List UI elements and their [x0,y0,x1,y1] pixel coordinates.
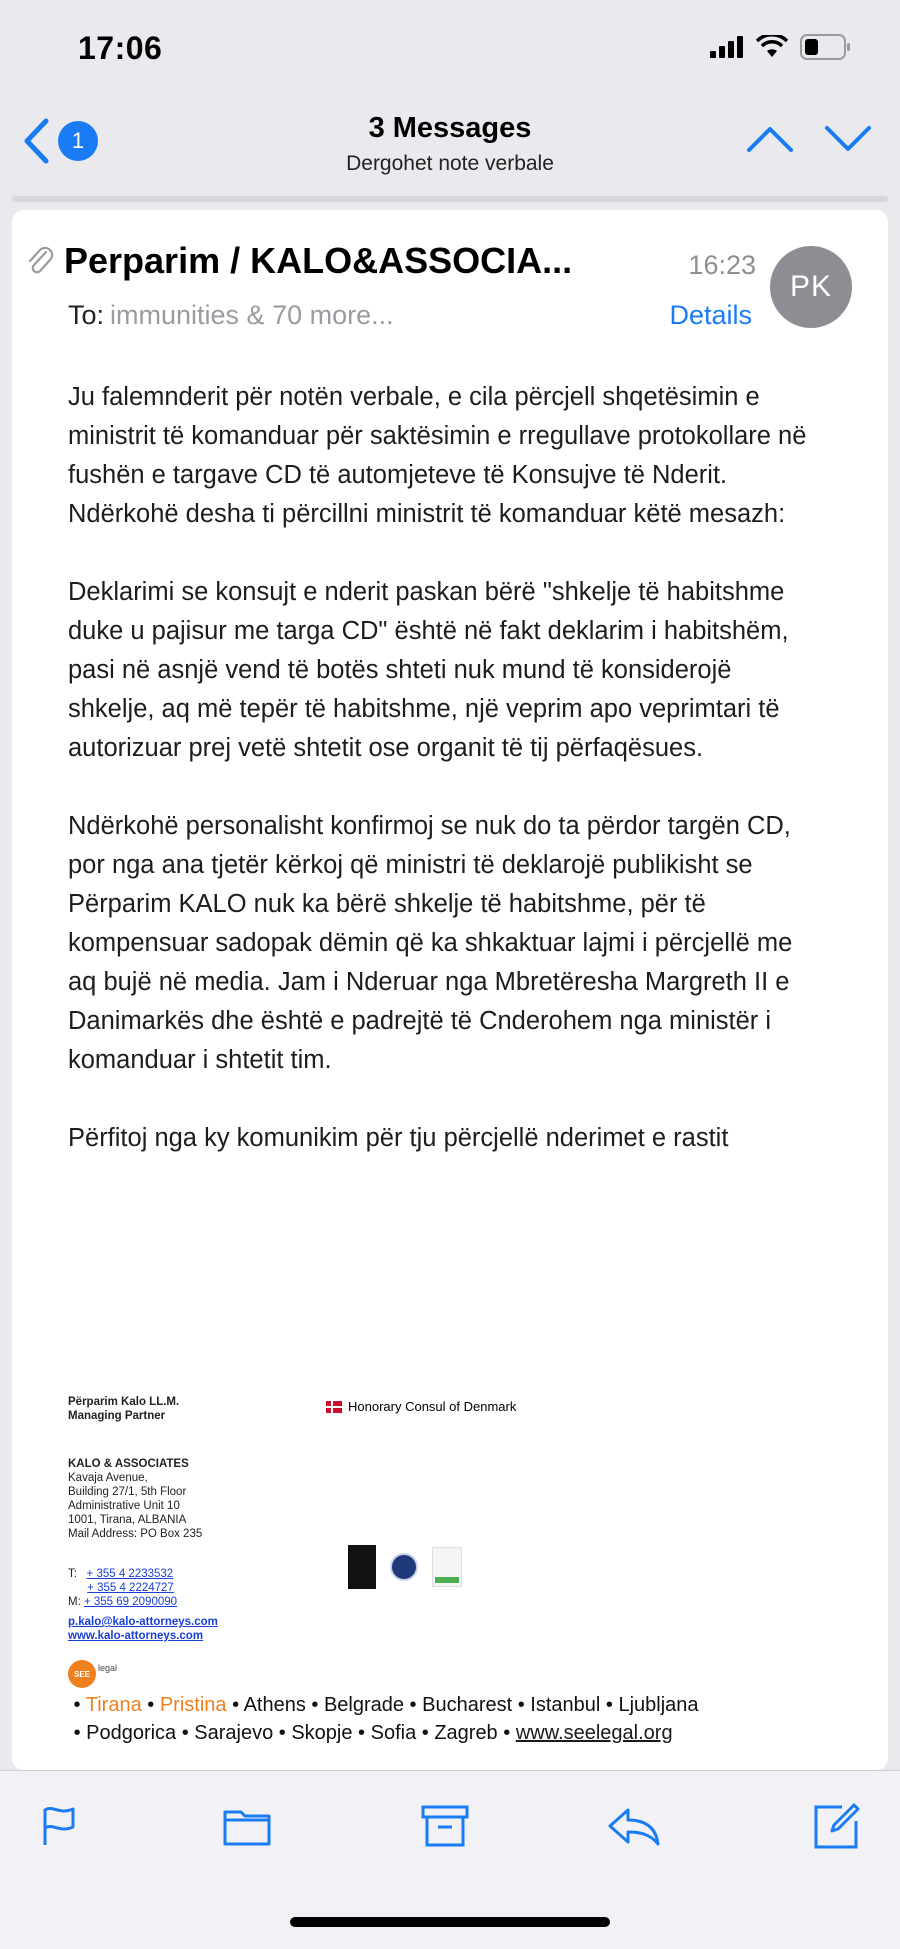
next-message-button[interactable] [824,124,872,159]
sender-name[interactable]: Perparim / KALO&ASSOCIA... [64,240,573,281]
sender-row [26,240,572,282]
office-list: • Tirana • Pristina • Athens • Belgrade • Bucharest • Istanbul • Ljubljana • Podgorica • Sarajevo • Skopje • Sofia • Zagreb • www.seelegal.org [68,1694,699,1744]
legal500-logo [348,1545,376,1589]
body-paragraph: Ndërkohë personalisht konfirmoj se nuk do ta përdor targën CD, por nga ana tjetër kërkoj që ministri të deklarojë publikisht se Përparim KALO nuk ka bërë shkelje të habitshme, për të kompensuar sadopak dëmin që ka shkaktuar lajmi i përcjellë me aq bujë në media. Jam i Nderuar nga Mbretëresha Margreth II e Danimarkës dhe është e padrejtë të Cnderohem nga ministër i komanduar i shtetit tim. [68,812,793,1074]
details-link[interactable]: Details [669,300,752,330]
consul-line [326,1399,516,1414]
award-badge-logo [390,1553,418,1581]
phone-label: M: [68,1596,81,1608]
status-time: 17:06 [78,30,163,66]
to-label: To: [68,300,105,330]
recipients-row [68,300,394,331]
chevron-down-icon [824,124,872,154]
iflr-logo [432,1547,462,1587]
body-paragraph: Deklarimi se konsujt e nderit paskan bërë "shkelje të habitshme duke u pajisur me targa CD" është në fakt deklarim i habitshëm, pasi në asnjë vend të botës shteti nuk mund të konsiderojë shkelje, aq më tepër të habitshme, një veprim apo veprimtari të autorizuar prej vetë shtetit ose organit të tij përfaqësues. [68,578,789,762]
move-to-folder-button[interactable] [220,1799,274,1853]
compose-icon [812,1801,862,1851]
body-paragraph: Përfitoj nga ky komunikim për tju përcjellë nderimet e rastit [68,1124,729,1152]
phone-link[interactable]: + 355 4 2233532 [86,1568,174,1580]
consul-title: Honorary Consul of Denmark [348,1399,517,1414]
contact-links [68,1615,218,1643]
phone-label: T: [68,1568,77,1580]
reply-button[interactable] [606,1799,660,1853]
unread-badge: 1 [58,121,98,161]
seelegal-logo: SEE [68,1660,96,1688]
archive-icon [421,1805,469,1847]
flag-button[interactable] [32,1799,86,1853]
signature-name: Përparim Kalo LL.M. [68,1396,180,1408]
wifi-icon [756,35,788,59]
message-time: 16:23 [688,250,756,280]
address-line: Administrative Unit 10 [68,1500,180,1512]
signature-role: Managing Partner [68,1410,166,1422]
recipients-summary[interactable]: immunities & 70 more... [110,300,394,330]
email-signature [68,1395,848,1755]
attachment-icon [26,244,54,278]
battery-icon [800,34,852,60]
avatar[interactable]: PK [770,246,852,328]
previous-message-edge [12,196,888,202]
seelegal-link[interactable]: www.seelegal.org [515,1722,673,1744]
previous-message-button[interactable] [746,124,794,159]
body-paragraph: Ju falemnderit për notën verbale, e cila përcjell shqetësimin e ministrit të komanduar për saktësimin e rregullave protokollare në fushën e targave CD të automjeteve të Konsujve të Nderit. Ndërkohë desha ti përcillni ministrit të komanduar këtë mesazh: [68,383,807,528]
home-indicator [290,1917,610,1927]
message-body [68,378,808,1197]
award-logos [348,1545,462,1589]
office-pristina: Pristina [159,1694,227,1716]
denmark-flag-icon [326,1401,342,1413]
message-card [12,210,888,1770]
message-nav-header [0,100,900,192]
office-line: • Podgorica • Sarajevo • Skopje • Sofia • Zagreb • [73,1722,511,1744]
status-bar [0,0,900,100]
compose-button[interactable] [810,1799,864,1853]
thread-subject: Dergohet note verbale [346,152,554,175]
phone-link[interactable]: + 355 69 2090090 [83,1596,178,1608]
website-link[interactable]: www.kalo-attorneys.com [68,1630,204,1642]
firm-address [68,1457,202,1541]
thread-title: 3 Messages [368,112,532,144]
thread-nav-arrows [746,124,872,159]
flag-icon [39,1805,79,1847]
address-line: Kavaja Avenue, [68,1472,148,1484]
chevron-up-icon [746,124,794,154]
office-tirana: Tirana [85,1694,142,1716]
signature-name-block [68,1395,179,1423]
address-line: Mail Address: PO Box 235 [68,1528,203,1540]
cellular-signal-icon [710,36,744,58]
office-line: • Athens • Belgrade • Bucharest • Istanbul • Ljubljana [232,1694,699,1716]
folder-icon [223,1806,271,1846]
email-link[interactable]: p.kalo@kalo-attorneys.com [68,1616,218,1628]
phone-link[interactable]: + 355 4 2224727 [87,1582,174,1594]
phone-numbers [68,1567,177,1609]
address-line: Building 27/1, 5th Floor [68,1486,187,1498]
firm-name: KALO & ASSOCIATES [68,1458,189,1470]
address-line: 1001, Tirana, ALBANIA [68,1514,187,1526]
archive-button[interactable] [418,1799,472,1853]
status-icons [710,34,852,60]
seelegal-tag: legal [98,1663,118,1673]
reply-icon [606,1806,660,1846]
